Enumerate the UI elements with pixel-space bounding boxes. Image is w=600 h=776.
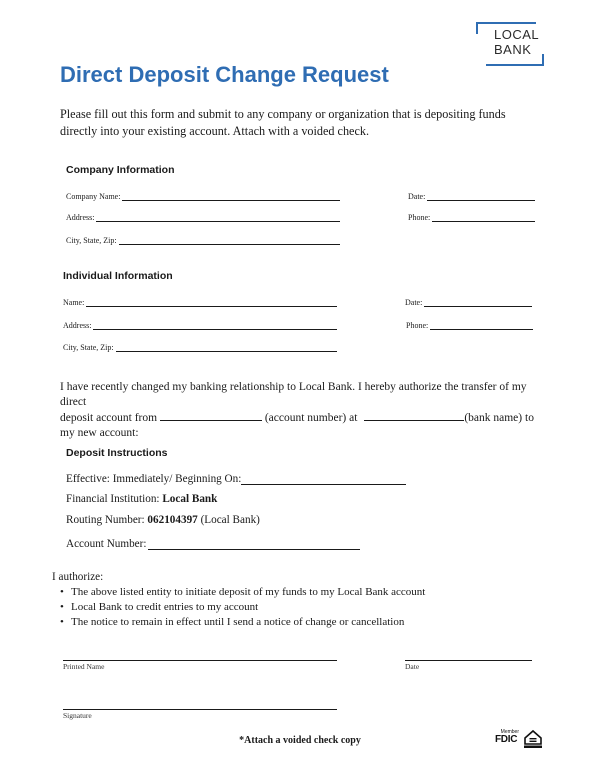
local-bank-logo — [476, 22, 544, 66]
company-phone-input-line[interactable] — [432, 212, 535, 222]
individual-date-field[interactable] — [405, 297, 532, 307]
individual-phone-label: Phone: — [406, 321, 429, 330]
individual-date-input-line[interactable] — [424, 297, 532, 307]
fdic-name-text: FDIC — [495, 734, 518, 745]
company-phone-field[interactable] — [408, 212, 535, 222]
authorization-text-b: (account number) at — [264, 412, 358, 424]
company-name-input-line[interactable] — [122, 191, 340, 201]
signature-date-line[interactable] — [405, 660, 532, 661]
company-name-label: Company Name: — [66, 192, 121, 201]
account-number-label: Account Number: — [66, 538, 147, 550]
company-phone-label: Phone: — [408, 213, 431, 222]
signature-line[interactable] — [63, 709, 337, 710]
company-city-label: City, State, Zip: — [66, 236, 117, 245]
effective-date-input-line[interactable] — [241, 474, 406, 485]
logo-text-bank: BANK — [494, 42, 532, 57]
company-address-label: Address: — [66, 213, 95, 222]
authorization-text-a: deposit account from — [60, 412, 158, 424]
company-address-input-line[interactable] — [96, 212, 340, 222]
individual-name-label: Name: — [63, 298, 85, 307]
company-date-field[interactable] — [408, 191, 535, 201]
individual-phone-input-line[interactable] — [430, 320, 533, 330]
individual-city-input-line[interactable] — [116, 342, 337, 352]
authorize-item: • The notice to remain in effect until I send a notice of change or cancellation — [60, 615, 425, 630]
authorization-line-3: my new account: — [60, 427, 139, 439]
fdic-member-text: Member — [500, 729, 519, 735]
equal-housing-lender-icon — [522, 728, 544, 750]
authorize-item: • Local Bank to credit entries to my account — [60, 600, 425, 615]
authorize-lead: I authorize: — [52, 571, 104, 583]
effective-date-field[interactable] — [66, 473, 406, 485]
printed-name-line[interactable] — [63, 660, 337, 661]
signature-date-label: Date — [405, 662, 420, 671]
equal-housing-house-icon — [522, 728, 544, 750]
financial-institution-value: Local Bank — [162, 493, 218, 505]
individual-address-label: Address: — [63, 321, 92, 330]
authorization-line-1: I have recently changed my banking relationship to Local Bank. I hereby authorize the transfer of my direct — [60, 381, 527, 408]
company-date-label: Date: — [408, 192, 426, 201]
routing-number-value: 062104397 — [147, 514, 198, 526]
routing-number-label: Routing Number: — [66, 514, 145, 526]
effective-date-label: Effective: Immediately/ Beginning On: — [66, 473, 242, 485]
individual-info-heading: Individual Information — [63, 270, 173, 282]
authorization-paragraph — [60, 380, 540, 441]
company-info-heading: Company Information — [66, 164, 175, 176]
individual-date-label: Date: — [405, 298, 423, 307]
financial-institution-row — [66, 493, 217, 505]
authorize-item: • The above listed entity to initiate deposit of my funds to my Local Bank account — [60, 585, 425, 600]
intro-text: Please fill out this form and submit to any company or organization that is depositing funds directly into your existing account. Attach with a voided check. — [60, 107, 506, 138]
authorize-list — [60, 585, 425, 630]
company-address-field[interactable] — [66, 212, 340, 222]
company-name-field[interactable] — [66, 191, 340, 201]
individual-name-input-line[interactable] — [86, 297, 337, 307]
individual-phone-field[interactable] — [406, 320, 533, 330]
page-title: Direct Deposit Change Request — [60, 62, 389, 87]
individual-address-input-line[interactable] — [93, 320, 337, 330]
individual-city-label: City, State, Zip: — [63, 343, 114, 352]
deposit-instructions-heading: Deposit Instructions — [66, 447, 168, 459]
individual-city-field[interactable] — [63, 342, 337, 352]
attach-voided-check-note: *Attach a voided check copy — [239, 735, 361, 746]
account-number-field[interactable] — [66, 535, 360, 550]
logo-text-local: LOCAL — [494, 27, 540, 42]
company-date-input-line[interactable] — [427, 191, 535, 201]
old-account-number-blank[interactable] — [160, 410, 262, 421]
printed-name-label: Printed Name — [63, 662, 105, 671]
company-city-input-line[interactable] — [119, 235, 340, 245]
company-city-field[interactable] — [66, 235, 340, 245]
authorization-text-c: (bank name) to — [464, 412, 534, 424]
account-number-input-line[interactable] — [148, 535, 360, 550]
individual-address-field[interactable] — [63, 320, 337, 330]
financial-institution-label: Financial Institution: — [66, 493, 160, 505]
fdic-member-logo — [495, 729, 519, 745]
routing-number-row — [66, 514, 260, 526]
authorization-line-2 — [60, 410, 540, 426]
routing-number-suffix: (Local Bank) — [200, 514, 260, 526]
signature-label: Signature — [63, 711, 92, 720]
old-bank-name-blank[interactable] — [364, 410, 464, 421]
individual-name-field[interactable] — [63, 297, 337, 307]
